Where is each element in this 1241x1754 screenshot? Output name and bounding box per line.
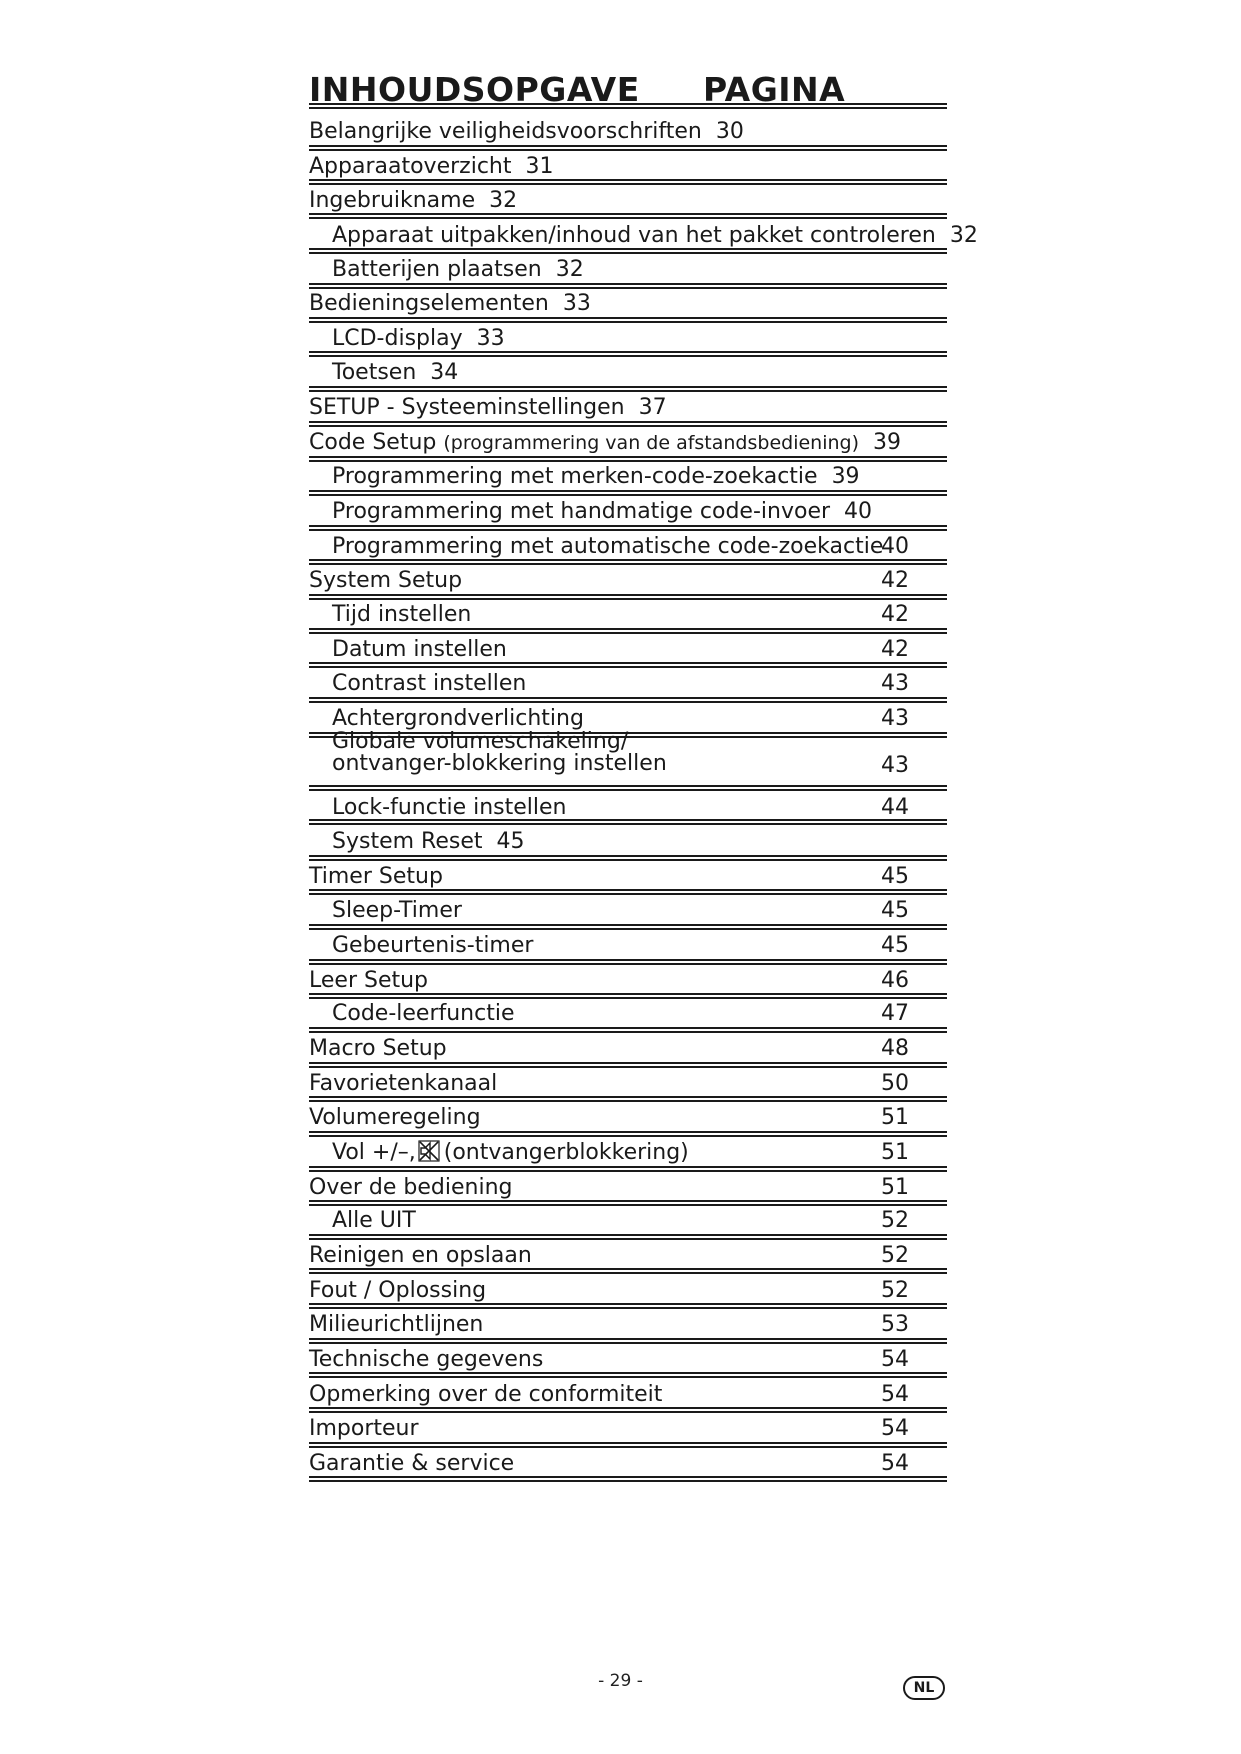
toc-entry-title [309, 864, 443, 890]
toc-entry-title-text: LCD-display [332, 326, 463, 351]
toc-entry-title [309, 1175, 512, 1201]
toc-entry-title [332, 1140, 689, 1166]
toc-entry-title [332, 1208, 416, 1234]
rule-divider [309, 1407, 947, 1413]
toc-entry-title-text: Toetsen [332, 360, 417, 385]
toc-entry-page: 51 [881, 1175, 909, 1200]
toc-entry-title [332, 637, 507, 663]
toc-entry-page: 53 [881, 1312, 909, 1337]
toc-entry-title-text: Leer Setup [309, 968, 429, 993]
toc-entry-title-text: Opmerking over de conformiteit [309, 1382, 663, 1407]
toc-entry-page: 45 [881, 864, 909, 889]
toc-entry-title-text: Ingebruikname [309, 188, 476, 213]
toc-entry-title [332, 933, 533, 959]
toc-entry-title-text: Apparaat uitpakken/inhoud van het pakket controleren [332, 223, 936, 248]
toc-entry-title [309, 430, 901, 456]
rule-divider [309, 351, 947, 357]
toc-entry-title-text: Importeur [309, 1416, 419, 1441]
toc-entry-page: 46 [881, 968, 909, 993]
toc-entry-page: 45 [881, 933, 909, 958]
toc-entry-title [309, 1382, 662, 1408]
toc-entry-title-text: Bedieningselementen [309, 291, 549, 316]
toc-entry-page: 39 [873, 430, 902, 455]
toc-entry-title-text: Gebeurtenis-timer [332, 933, 534, 958]
toc-entry-title-text: Timer Setup [309, 864, 443, 889]
toc-entry-title [309, 154, 553, 180]
language-badge: NL [903, 1676, 945, 1700]
toc-entry-page: 51 [881, 1105, 909, 1130]
toc-entry-title [309, 188, 517, 214]
toc-entry-title [309, 291, 591, 317]
toc-entry-title-line: ontvanger-blokkering instellen [332, 751, 667, 776]
rule-divider [309, 1303, 947, 1309]
toc-entry-title [332, 671, 526, 697]
toc-entry-title-text: Fout / Oplossing [309, 1278, 487, 1303]
toc-entry-title [309, 1416, 419, 1442]
rule-divider [309, 732, 947, 738]
toc-entry-page: 34 [430, 360, 459, 385]
toc-entry-title-suffix: (ontvangerblokkering) [443, 1140, 689, 1165]
toc-entry-page: 52 [881, 1278, 909, 1303]
toc-entry-page: 54 [881, 1347, 909, 1372]
toc-entry-title [332, 795, 566, 821]
toc-entry-title-text: Sleep-Timer [332, 898, 462, 923]
toc-entry-page: 44 [881, 795, 909, 820]
rule-divider [309, 1234, 947, 1240]
toc-entry-title [309, 1071, 497, 1097]
toc-entry-title [309, 1312, 483, 1338]
page-column-label: PAGINA [703, 70, 846, 109]
rule-divider [309, 145, 947, 151]
toc-entry-page: 39 [831, 464, 860, 489]
toc-entry-page: 51 [881, 1140, 909, 1165]
toc-entry-title-text: Technische gegevens [309, 1347, 544, 1372]
toc-entry-page: 45 [881, 898, 909, 923]
toc-entry-page: 32 [489, 188, 518, 213]
toc-entry-title-text: Code Setup [309, 430, 437, 455]
toc-entry-title-text: Programmering met merken-code-zoekactie [332, 464, 818, 489]
toc-entry-title-text: Over de bediening [309, 1175, 513, 1200]
toc-entry-page: 33 [476, 326, 505, 351]
toc-entry-title [309, 1278, 486, 1304]
rule-divider [309, 283, 947, 289]
toc-entry-title-text: System Reset [332, 829, 483, 854]
toc-entry-title [309, 1036, 447, 1062]
toc-entry-page: 43 [881, 706, 909, 731]
toc-entry-title [309, 968, 428, 994]
page-number: - 29 - [598, 1671, 643, 1691]
rule-divider [309, 1166, 947, 1172]
rule-divider [309, 1096, 947, 1102]
toc-entry-note: (programmering van de afstandsbediening) [443, 432, 860, 454]
rule-divider [309, 1442, 947, 1448]
rule-divider [309, 924, 947, 930]
toc-entry-page: 40 [881, 534, 909, 559]
rule-divider [309, 993, 947, 999]
rule-divider [309, 1062, 947, 1068]
toc-entry-title [332, 534, 883, 560]
toc-entry-title [309, 568, 462, 594]
toc-entry-page: 42 [881, 602, 909, 627]
toc-entry-title-text: Macro Setup [309, 1036, 447, 1061]
rule-divider [309, 1476, 947, 1482]
rule-divider [309, 819, 947, 825]
toc-entry-page: 48 [881, 1036, 909, 1061]
toc-entry-title-line: Globale volumeschakeling/ [332, 729, 629, 754]
toc-entry-title [332, 1001, 515, 1027]
rule-divider [309, 248, 947, 254]
toc-entry-page: 33 [562, 291, 591, 316]
rule-divider [309, 1200, 947, 1206]
toc-entry-title [309, 1451, 514, 1477]
toc-entry-title-text: Favorietenkanaal [309, 1071, 498, 1096]
toc-entry-title-text: Programmering met automatische code-zoekactie [332, 534, 884, 559]
toc-entry-title-text: SETUP - Systeeminstellingen [309, 395, 625, 420]
toc-entry-title [332, 326, 505, 352]
toc-entry-title-text: Datum instellen [332, 637, 507, 662]
toc-entry-page: 52 [881, 1243, 909, 1268]
rule-divider [309, 1268, 947, 1274]
toc-entry-page: 30 [715, 119, 744, 144]
toc-entry-title-text: Alle UIT [332, 1208, 416, 1233]
rule-divider [309, 525, 947, 531]
rule-divider [309, 1372, 947, 1378]
toc-entry-page: 52 [881, 1208, 909, 1233]
toc-entry-title [332, 829, 525, 855]
toc-entry-page: 54 [881, 1451, 909, 1476]
toc-entry-title [332, 257, 584, 283]
toc-entry-title-text: Volumeregeling [309, 1105, 481, 1130]
toc-entry-title [332, 499, 872, 525]
page-title: INHOUDSOPGAVE [309, 70, 640, 109]
toc-entry-page: 54 [881, 1416, 909, 1441]
rule-divider [309, 490, 947, 496]
toc-entry-title-text: Tijd instellen [332, 602, 472, 627]
toc-entry-page: 31 [525, 154, 554, 179]
toc-entry-title [332, 360, 458, 386]
toc-entry-title [309, 1105, 481, 1131]
toc-entry-page: 43 [881, 671, 909, 696]
toc-entry-title [332, 602, 471, 628]
rule-divider [309, 697, 947, 703]
toc-entry-title [309, 1347, 543, 1373]
toc-entry-title-text: Apparaatoverzicht [309, 154, 512, 179]
toc-entry-title-text: Milieurichtlijnen [309, 1312, 484, 1337]
toc-entry-page: 54 [881, 1382, 909, 1407]
toc-entry-title-text: Code-leerfunctie [332, 1001, 515, 1026]
toc-entry-title [309, 1243, 532, 1269]
rule-divider [309, 559, 947, 565]
toc-entry-title-text: Reinigen en opslaan [309, 1243, 532, 1268]
rule-divider [309, 628, 947, 634]
toc-entry-title-text: Batterijen plaatsen [332, 257, 542, 282]
rule-divider [309, 662, 947, 668]
rule-divider [309, 421, 947, 427]
rule-divider [309, 594, 947, 600]
rule-divider [309, 386, 947, 392]
rule-divider [309, 889, 947, 895]
toc-entry-page: 37 [638, 395, 667, 420]
rule-divider [309, 213, 947, 219]
toc-entry-title-text: Garantie & service [309, 1451, 515, 1476]
toc-entry-page: 50 [881, 1071, 909, 1096]
toc-entry-title-text: Achtergrondverlichting [332, 706, 584, 731]
rule-divider [309, 1131, 947, 1137]
toc-entry-page: 42 [881, 568, 909, 593]
toc-entry-title [309, 395, 667, 421]
toc-entry-title [309, 119, 744, 145]
rule-divider [309, 1027, 947, 1033]
rule-divider [309, 1338, 947, 1344]
toc-entry-page: 32 [949, 223, 978, 248]
rule-divider [309, 103, 947, 109]
rule-divider [309, 456, 947, 462]
toc-entry-title [332, 898, 462, 924]
rule-divider [309, 855, 947, 861]
rule-divider [309, 179, 947, 185]
mute-icon [418, 1140, 440, 1162]
toc-entry-page: 40 [844, 499, 873, 524]
toc-entry-page: 42 [881, 637, 909, 662]
toc-entry-title [332, 464, 860, 490]
toc-entry-title-text: Contrast instellen [332, 671, 527, 696]
toc-entry-title-text: Belangrijke veiligheidsvoorschriften [309, 119, 702, 144]
rule-divider [309, 959, 947, 965]
toc-entry-page: 47 [881, 1001, 909, 1026]
toc-entry-page: 32 [555, 257, 584, 282]
toc-entry-title-text: Vol +/–, [332, 1140, 416, 1165]
toc-entry-title-text: System Setup [309, 568, 463, 593]
rule-divider [309, 785, 947, 791]
toc-entry-title-text: Lock-functie instellen [332, 795, 567, 820]
rule-divider [309, 317, 947, 323]
toc-entry-title-text: Programmering met handmatige code-invoer [332, 499, 831, 524]
toc-entry-page: 43 [881, 753, 909, 778]
toc-entry-page: 45 [496, 829, 525, 854]
toc-entry-title [332, 223, 978, 249]
